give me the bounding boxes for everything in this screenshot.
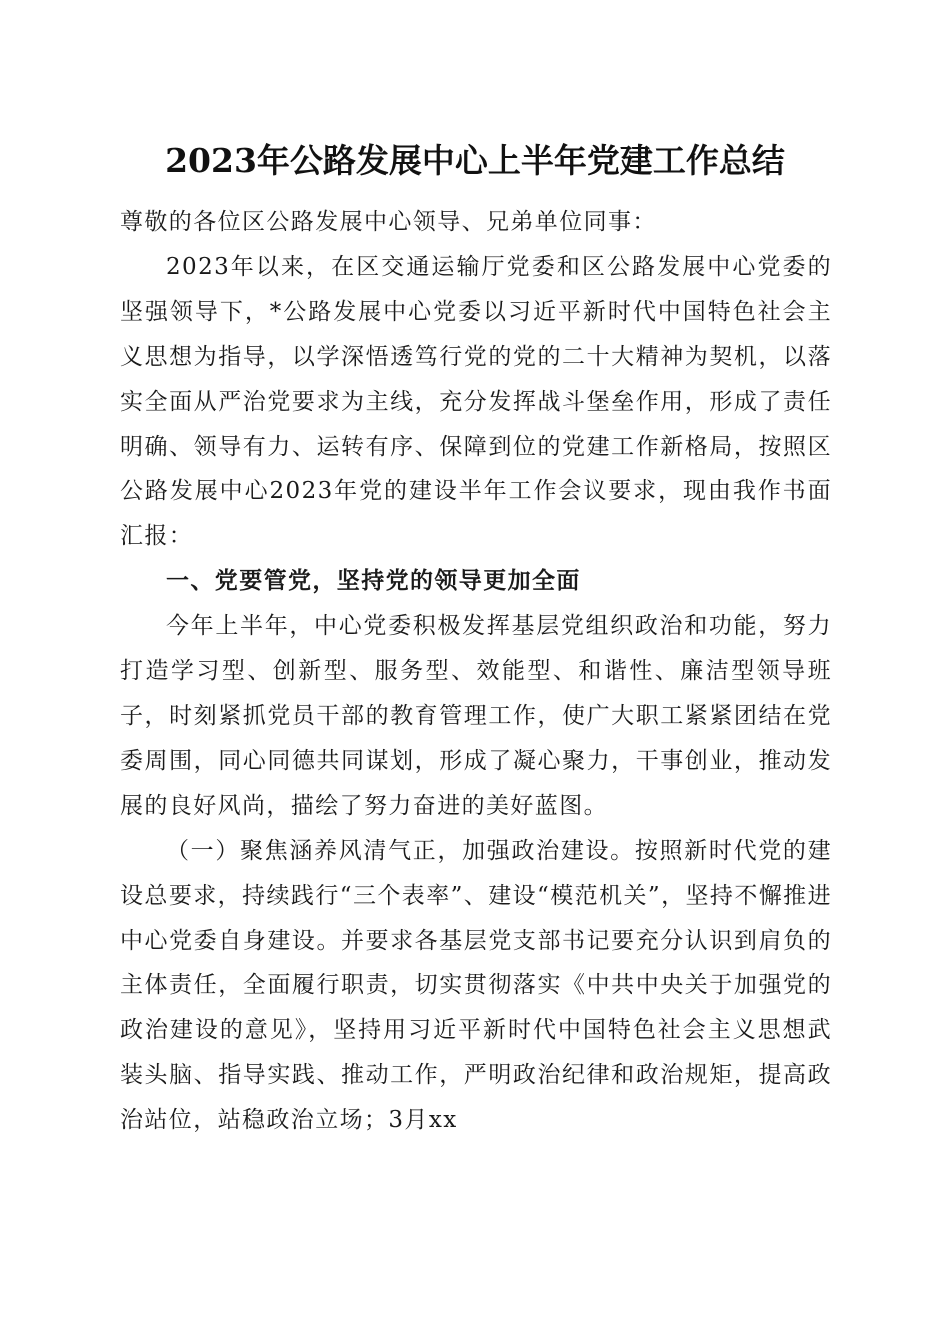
section-paragraph: 今年上半年，中心党委积极发挥基层党组织政治和功能，努力打造学习型、创新型、服务型、效能型、和谐性、廉洁型领导班子，时刻紧抓党员干部的教育管理工作，使广大职工紧紧团结在党委周围，同心同德共同谋划，形成了凝心聚力，干事创业，推动发展的良好风尚，描绘了努力奋进的美好蓝图。: [120, 613, 832, 819]
salutation: 尊敬的各位区公路发展中心领导、兄弟单位同事：: [120, 209, 657, 235]
section-heading: 一、党要管党，坚持党的领导更加全面: [166, 568, 581, 595]
subsection-text: 按照新时代党的建设总要求，持续践行“三个表率”、建设“模范机关”，坚持不懈推进中心党委自身建设。并要求各基层党支部书记要充分认识到肩负的主体责任，全面履行职责，切实贯彻落实《中共中央关于加强党的政治建设的意见》，坚持用习近平新时代中国特色社会主义思想武装头脑、指导实践、推动工作，严明政治纪律和政治规矩，提高政治站位，站稳政治立场；3月xx: [120, 837, 832, 1134]
subsection-paragraph: [120, 829, 832, 1143]
intro-paragraph: 2023年以来，在区交通运输厅党委和区公路发展中心党委的坚强领导下，*公路发展中心党委以习近平新时代中国特色社会主义思想为指导，以学深悟透笃行党的党的二十大精神为契机，以落实全面从严治党要求为主线，充分发挥战斗堡垒作用，形成了责任明确、领导有力、运转有序、保障到位的党建工作新格局，按照区公路发展中心2023年党的建设半年工作会议要求，现由我作书面汇报：: [120, 253, 832, 550]
subsection-lead: （一）聚焦涵养风清气正，加强政治建设。: [166, 837, 635, 864]
document-body: [120, 200, 832, 1143]
document-title: 2023年公路发展中心上半年党建工作总结: [165, 141, 785, 180]
